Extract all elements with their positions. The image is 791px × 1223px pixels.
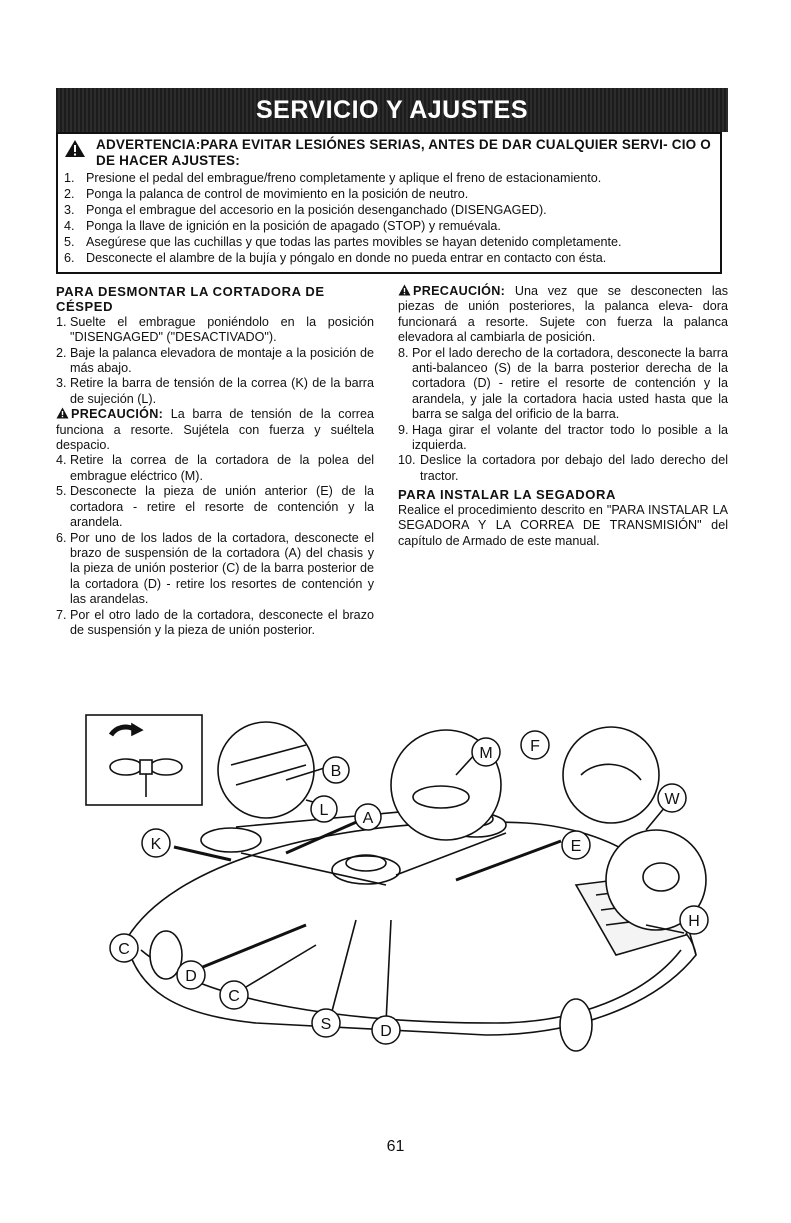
deck-drawing <box>86 715 706 1051</box>
callout-label: F <box>530 738 540 755</box>
warning-step <box>64 234 714 250</box>
title-banner <box>56 88 728 132</box>
step-number: 2. <box>64 187 75 201</box>
callout-label: C <box>228 988 240 1005</box>
page-title: SERVICIO Y AJUSTES <box>255 95 529 124</box>
step-text: Deslice la cortadora por debajo del lado derecho del tractor. <box>420 453 728 483</box>
instruction-item <box>398 453 728 484</box>
instruction-item <box>398 346 728 423</box>
step-number: 4. <box>56 453 67 468</box>
step-number: 2. <box>56 345 67 360</box>
caution-label: PRECAUCIÓN: <box>413 284 506 298</box>
step-number: 3. <box>56 376 67 391</box>
step-number: 10. <box>398 453 416 468</box>
callout-label: C <box>118 941 130 958</box>
callout-label: H <box>688 913 700 930</box>
step-text: Por el otro lado de la cortadora, desconecte el brazo de suspensión y la pieza de unión posterior. <box>70 607 374 637</box>
callout-label: L <box>319 802 329 819</box>
instruction-item <box>56 531 374 608</box>
caution-label: PRECAUCIÓN: <box>71 407 164 422</box>
caution-triangle-icon <box>56 407 69 419</box>
callout-label: D <box>380 1023 392 1040</box>
step-text: Ponga la palanca de control de movimiento en la posición de neutro. <box>86 187 469 201</box>
install-mower-heading: PARA INSTALAR LA SEGADORA <box>398 487 616 503</box>
step-text: Presione el pedal del embrague/freno completamente y aplique el freno de estacionamiento. <box>86 171 602 185</box>
step-number: 9. <box>398 422 409 437</box>
caution-text: Una vez que se desconecten las piezas de unión posteriores, la palanca eleva- dora funcionará a resorte. Sujete con fuerza la palanca elevadora al cambiarla de posición. <box>398 284 728 345</box>
step-number: 1. <box>64 171 75 185</box>
instruction-item <box>56 453 374 484</box>
step-text: Ponga el embrague del accesorio en la posición desenganchado (DISENGAGED). <box>86 203 547 217</box>
page-number: 61 <box>386 1138 405 1155</box>
instruction-item <box>56 608 374 639</box>
step-text: Suelte el embrague poniéndolo en la posición "DISENGAGED" ("DESACTIVADO"). <box>70 314 374 345</box>
step-text: Baje la palanca elevadora de montaje a la posición de más abajo. <box>70 345 374 376</box>
step-number: 8. <box>398 345 409 360</box>
step-number: 3. <box>64 203 75 217</box>
step-text: Retire la correa de la cortadora de la polea del embrague eléctrico (M). <box>70 453 374 483</box>
step-text: Desconecte el alambre de la bujía y póngalo en donde no pueda entrar en contacto con ésta. <box>86 251 607 265</box>
caution-triangle-icon <box>398 284 411 296</box>
step-text: Por uno de los lados de la cortadora, desconecte el brazo de suspensión de la cortadora (A) del chasis y la pieza de unión posterior (C) de la barra posterior de la cortadora (D) - retire los resortes de contención y las arandelas. <box>70 530 374 607</box>
step-text: Por el lado derecho de la cortadora, desconecte la barra anti-balanceo (S) de la barra posterior derecha de la cortadora (D) - retire el resorte de contención y la arandela, y jale la cortadora hacia usted hasta que la barra se salga del orificio de la barra. <box>412 345 728 422</box>
callout-label: D <box>185 968 197 985</box>
install-text: Realice el procedimiento descrito en "PARA INSTALAR LA SEGADORA Y LA CORREA DE TRANSMISIÓN" del capítulo de Armado de este manual. <box>398 502 728 548</box>
instruction-item <box>56 484 374 530</box>
step-number: 5. <box>64 235 75 249</box>
caution-text: La barra de tensión de la correa funciona a resorte. Sujétela con fuerza y suéltela despacio. <box>56 407 375 453</box>
instruction-item <box>56 315 374 346</box>
instruction-item <box>56 376 374 407</box>
warning-box <box>56 132 722 274</box>
warning-triangle-icon <box>64 139 86 158</box>
instruction-item <box>398 423 728 454</box>
step-number: 6. <box>56 530 67 545</box>
step-text: Ponga la llave de ignición en la posición de apagado (STOP) y remuévala. <box>86 219 501 233</box>
warning-heading-row <box>64 137 714 169</box>
callout-label: A <box>362 810 374 827</box>
callout-label: W <box>664 791 680 808</box>
callout-label: S <box>320 1016 332 1033</box>
warning-heading: ADVERTENCIA:PARA EVITAR LESIÓNES SERIAS, ANTES DE DAR CUALQUIER SERVI- CIO O DE HACER AJUSTES: <box>96 137 712 168</box>
step-text: Desconecte la pieza de unión anterior (E) de la cortadora - retire el resorte de contención y la arandela. <box>70 484 374 530</box>
right-column <box>398 284 728 549</box>
mower-deck-diagram <box>56 705 726 1070</box>
instruction-item <box>56 346 374 377</box>
caution-note <box>398 284 728 346</box>
left-column <box>56 284 374 638</box>
step-number: 1. <box>56 314 67 329</box>
callout-label: B <box>330 763 342 780</box>
step-text: Retire la barra de tensión de la correa (K) de la barra de sujeción (L). <box>70 376 374 406</box>
step-number: 7. <box>56 607 67 622</box>
callout-label: M <box>479 745 493 762</box>
warning-step <box>64 202 714 218</box>
warning-steps <box>64 170 714 266</box>
callout-label: K <box>150 836 162 853</box>
step-text: Haga girar el volante del tractor todo lo posible a la izquierda. <box>412 422 728 453</box>
step-number: 5. <box>56 484 67 499</box>
warning-step <box>64 250 714 266</box>
step-number: 6. <box>64 251 75 265</box>
warning-step <box>64 218 714 234</box>
remove-mower-heading: PARA DESMONTAR LA CORTADORA DE CÉSPED <box>56 284 325 315</box>
warning-step <box>64 186 714 202</box>
caution-note <box>56 407 374 453</box>
step-text: Asegúrese que las cuchillas y que todas las partes movibles se hayan detenido completamente. <box>86 235 622 249</box>
step-number: 4. <box>64 219 75 233</box>
warning-step <box>64 170 714 186</box>
callout-label: E <box>570 838 582 855</box>
